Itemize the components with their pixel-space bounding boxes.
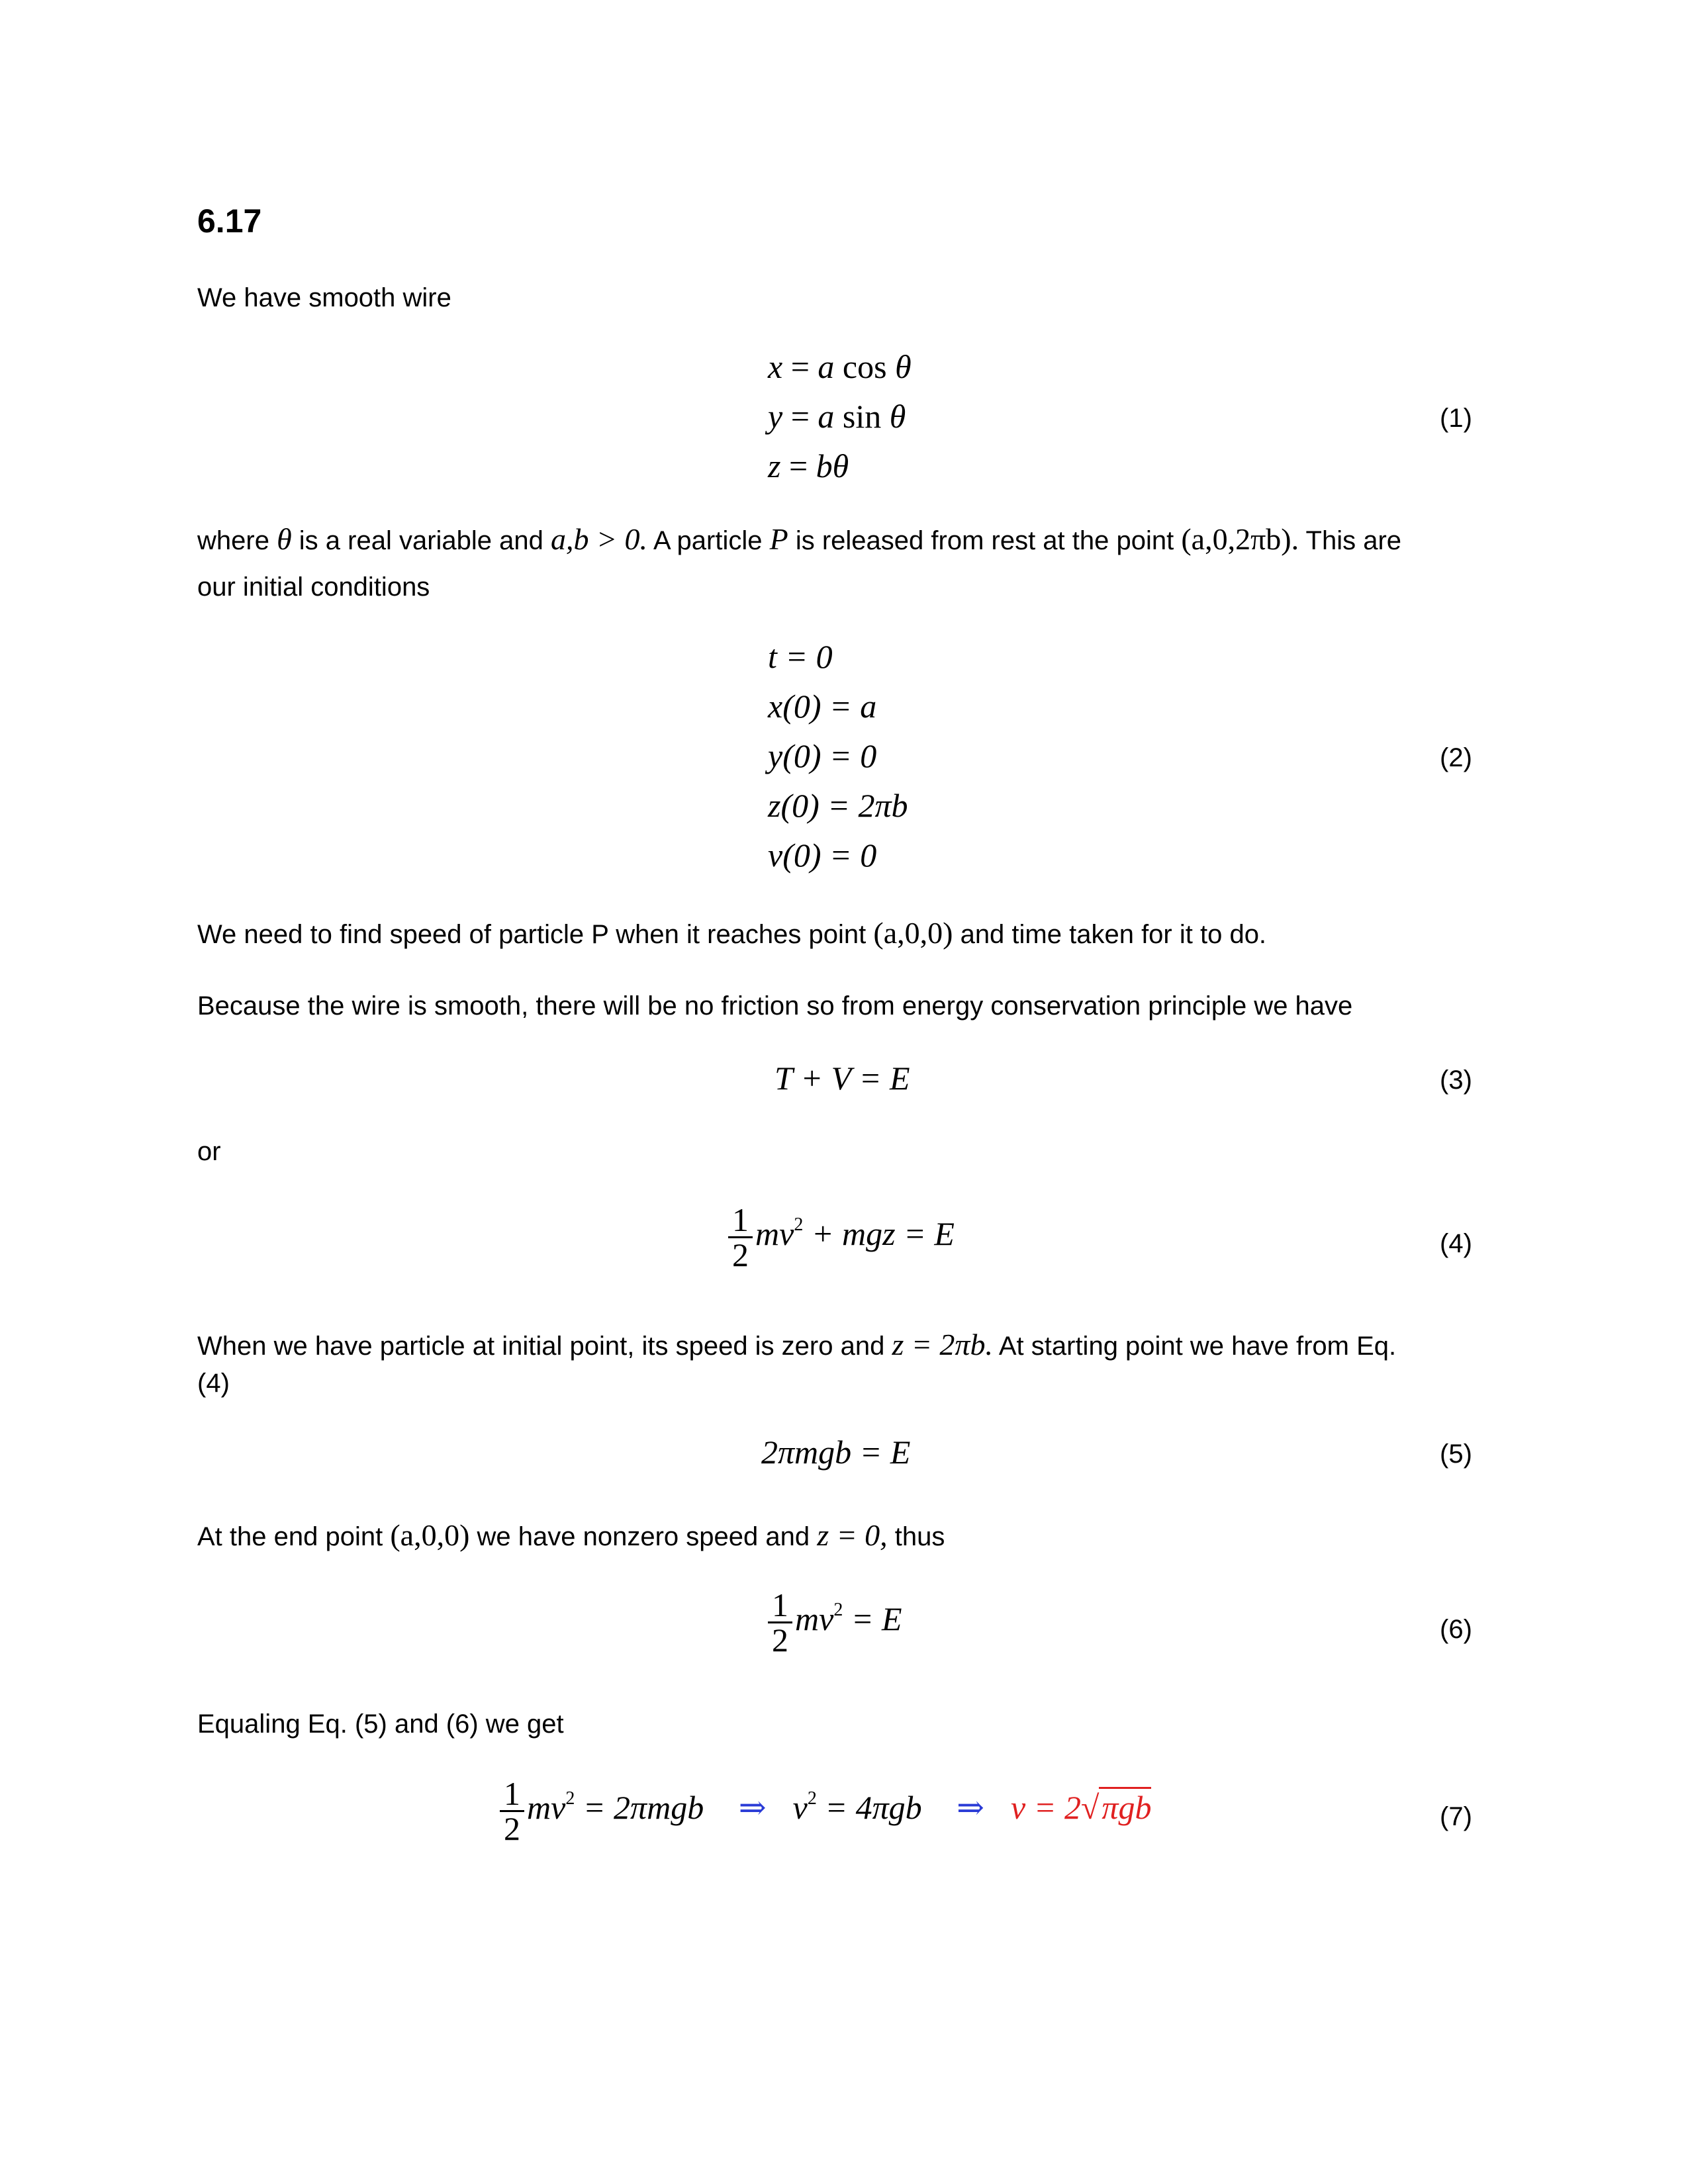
implies-arrow-1: ⇒ — [738, 1788, 767, 1826]
paragraph-energy: Because the wire is smooth, there will be no friction so from energy conservation principle we have — [197, 991, 1353, 1021]
final-answer: v = 2√πgb — [1011, 1787, 1151, 1826]
eq2-line-y: y(0) = 0 — [768, 737, 877, 774]
paragraph-initial-line2: (4) — [197, 1369, 230, 1398]
section-heading: 6.17 — [197, 203, 262, 240]
eq4-number: (4) — [1440, 1229, 1472, 1258]
eq4: $\frac{1}{2}$ $mv^2$ + mgz = E — [728, 1203, 955, 1271]
eq5: 2πmgb = E — [761, 1433, 911, 1471]
implies-arrow-2: ⇒ — [957, 1788, 985, 1826]
eq2-line-x: x(0) = a — [768, 688, 877, 725]
eq2-line-t: t = 0 — [768, 638, 833, 675]
eq6: $\frac{1}{2}$ $mv^2 = E$ — [768, 1588, 902, 1657]
eq1-line-z: z = bθ — [768, 447, 849, 484]
paragraph-intro: We have smooth wire — [197, 283, 451, 312]
eq3: T + V = E — [774, 1060, 910, 1097]
eq7: $\frac{1}{2}$ $mv^2 = 2\pi mgb$ ⇒ $v^2 = 4\pi gb$ ⇒ v = 2√πgb — [500, 1777, 1151, 1845]
paragraph-equaling: Equaling Eq. (5) and (6) we get — [197, 1709, 564, 1739]
eq2-line-v: v(0) = 0 — [768, 837, 877, 874]
eq1-line-x: x = a cos θ — [768, 348, 912, 385]
eq3-number: (3) — [1440, 1066, 1472, 1095]
eq1-line-y: y = a sin θ — [768, 398, 906, 435]
eq6-fraction: $\frac{1}{2}$ — [768, 1588, 792, 1657]
paragraph-endpoint: At the end point (a,0,0) we have nonzero speed and z = 0, thus — [197, 1518, 945, 1552]
eq2-line-z: z(0) = 2πb — [768, 787, 908, 824]
paragraph-conditions: where θ is a real variable and a,b > 0. A particle P is released from rest at the point (a,0,2πb). This are — [197, 522, 1402, 556]
eq7-fraction: $\frac{1}{2}$ — [500, 1777, 524, 1845]
eq1-number: (1) — [1440, 404, 1472, 433]
eq2-number: (2) — [1440, 743, 1472, 772]
paragraph-or: or — [197, 1137, 221, 1166]
paragraph-conditions-line2: our initial conditions — [197, 572, 430, 602]
eq7-number: (7) — [1440, 1802, 1472, 1831]
eq6-number: (6) — [1440, 1615, 1472, 1644]
paragraph-goal: We need to find speed of particle P when it reaches point (a,0,0) and time taken for it to do. — [197, 916, 1267, 950]
eq5-number: (5) — [1440, 1439, 1472, 1469]
paragraph-initial: When we have particle at initial point, its speed is zero and z = 2πb. At starting point we have from Eq. — [197, 1328, 1397, 1361]
eq4-fraction: $\frac{1}{2}$ — [728, 1203, 753, 1271]
